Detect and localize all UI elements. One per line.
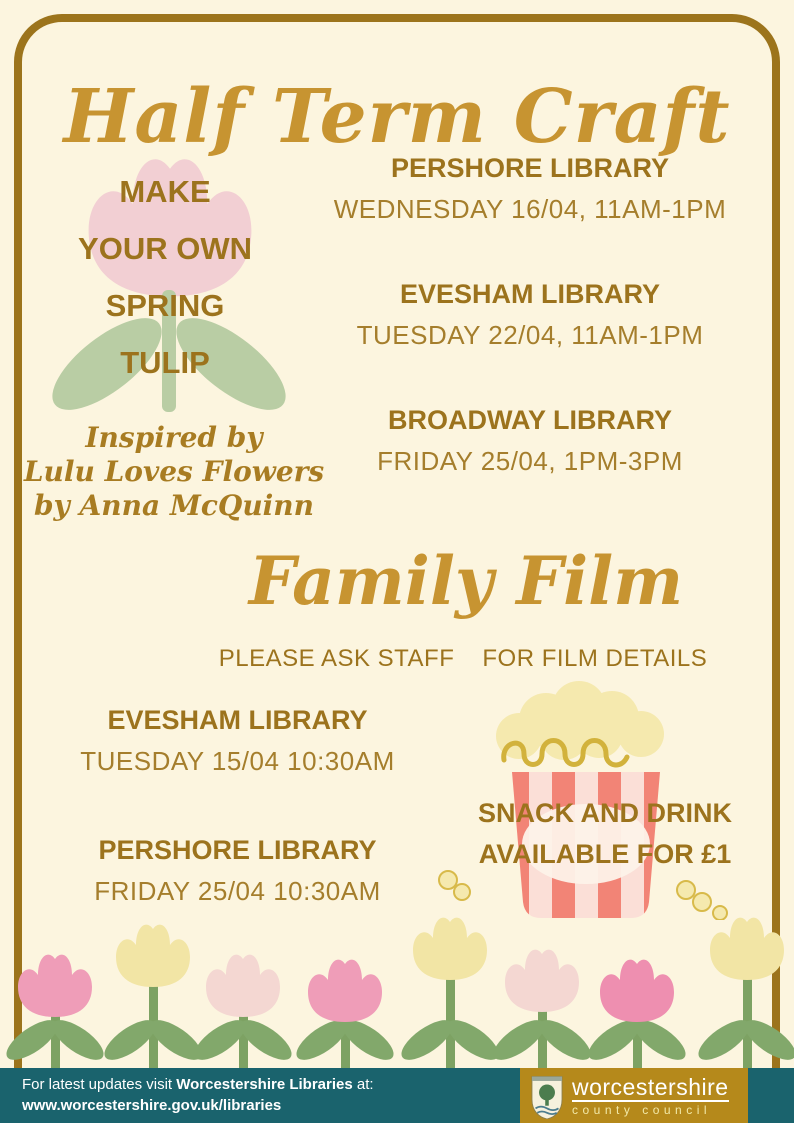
tulip-row-illustration bbox=[0, 890, 794, 1068]
footer-line1-bold: Worcestershire Libraries bbox=[176, 1076, 353, 1093]
film-section-title: Family Film bbox=[248, 542, 684, 620]
council-logo-subtitle: county council bbox=[572, 1102, 712, 1117]
council-logo-name: worcestershire bbox=[572, 1073, 729, 1100]
event-datetime: FRIDAY 25/04, 1PM-3PM bbox=[377, 446, 683, 476]
event-datetime: TUESDAY 22/04, 11AM-1PM bbox=[356, 320, 704, 350]
footer-line1-suffix: at: bbox=[352, 1076, 374, 1093]
snack-line: AVAILABLE FOR £1 bbox=[478, 839, 732, 869]
film-note-right: FOR FILM DETAILS bbox=[482, 645, 708, 672]
craft-event bbox=[295, 148, 765, 230]
film-event bbox=[30, 700, 445, 782]
craft-event bbox=[295, 274, 765, 356]
inspired-by-credit bbox=[20, 421, 328, 523]
poster-title: Half Term Craft bbox=[63, 73, 731, 160]
footer-text bbox=[22, 1074, 374, 1116]
craft-events-list bbox=[295, 148, 765, 526]
film-note-left: PLEASE ASK STAFF bbox=[218, 645, 455, 672]
footer-line1-prefix: For latest updates visit bbox=[22, 1076, 177, 1093]
credit-line: by Anna McQuinn bbox=[33, 489, 315, 522]
event-library: EVESHAM LIBRARY bbox=[107, 705, 368, 735]
promo-line: TULIP bbox=[120, 345, 210, 380]
footer-bar bbox=[0, 1068, 794, 1123]
credit-line: Inspired by bbox=[85, 421, 263, 454]
event-datetime: FRIDAY 25/04 10:30AM bbox=[94, 876, 381, 906]
council-crest-icon bbox=[529, 1073, 565, 1119]
event-library: BROADWAY LIBRARY bbox=[387, 405, 673, 435]
snack-line: SNACK AND DRINK bbox=[478, 798, 732, 828]
film-note bbox=[150, 645, 776, 673]
event-datetime: WEDNESDAY 16/04, 11AM-1PM bbox=[333, 194, 727, 224]
promo-line: YOUR OWN bbox=[78, 231, 252, 266]
event-library: PERSHORE LIBRARY bbox=[390, 153, 670, 183]
event-library: PERSHORE LIBRARY bbox=[98, 835, 377, 865]
promo-line: SPRING bbox=[105, 288, 225, 323]
craft-promo-text bbox=[33, 163, 297, 391]
credit-line: Lulu Loves Flowers bbox=[23, 455, 325, 488]
footer-url: www.worcestershire.gov.uk/libraries bbox=[22, 1097, 282, 1114]
craft-event bbox=[295, 400, 765, 482]
event-library: EVESHAM LIBRARY bbox=[399, 279, 661, 309]
event-datetime: TUESDAY 15/04 10:30AM bbox=[80, 746, 395, 776]
council-logo-text bbox=[572, 1073, 729, 1117]
promo-line: MAKE bbox=[119, 174, 211, 209]
footer-line1 bbox=[22, 1074, 374, 1095]
snack-note bbox=[438, 793, 772, 875]
council-logo bbox=[520, 1068, 748, 1123]
